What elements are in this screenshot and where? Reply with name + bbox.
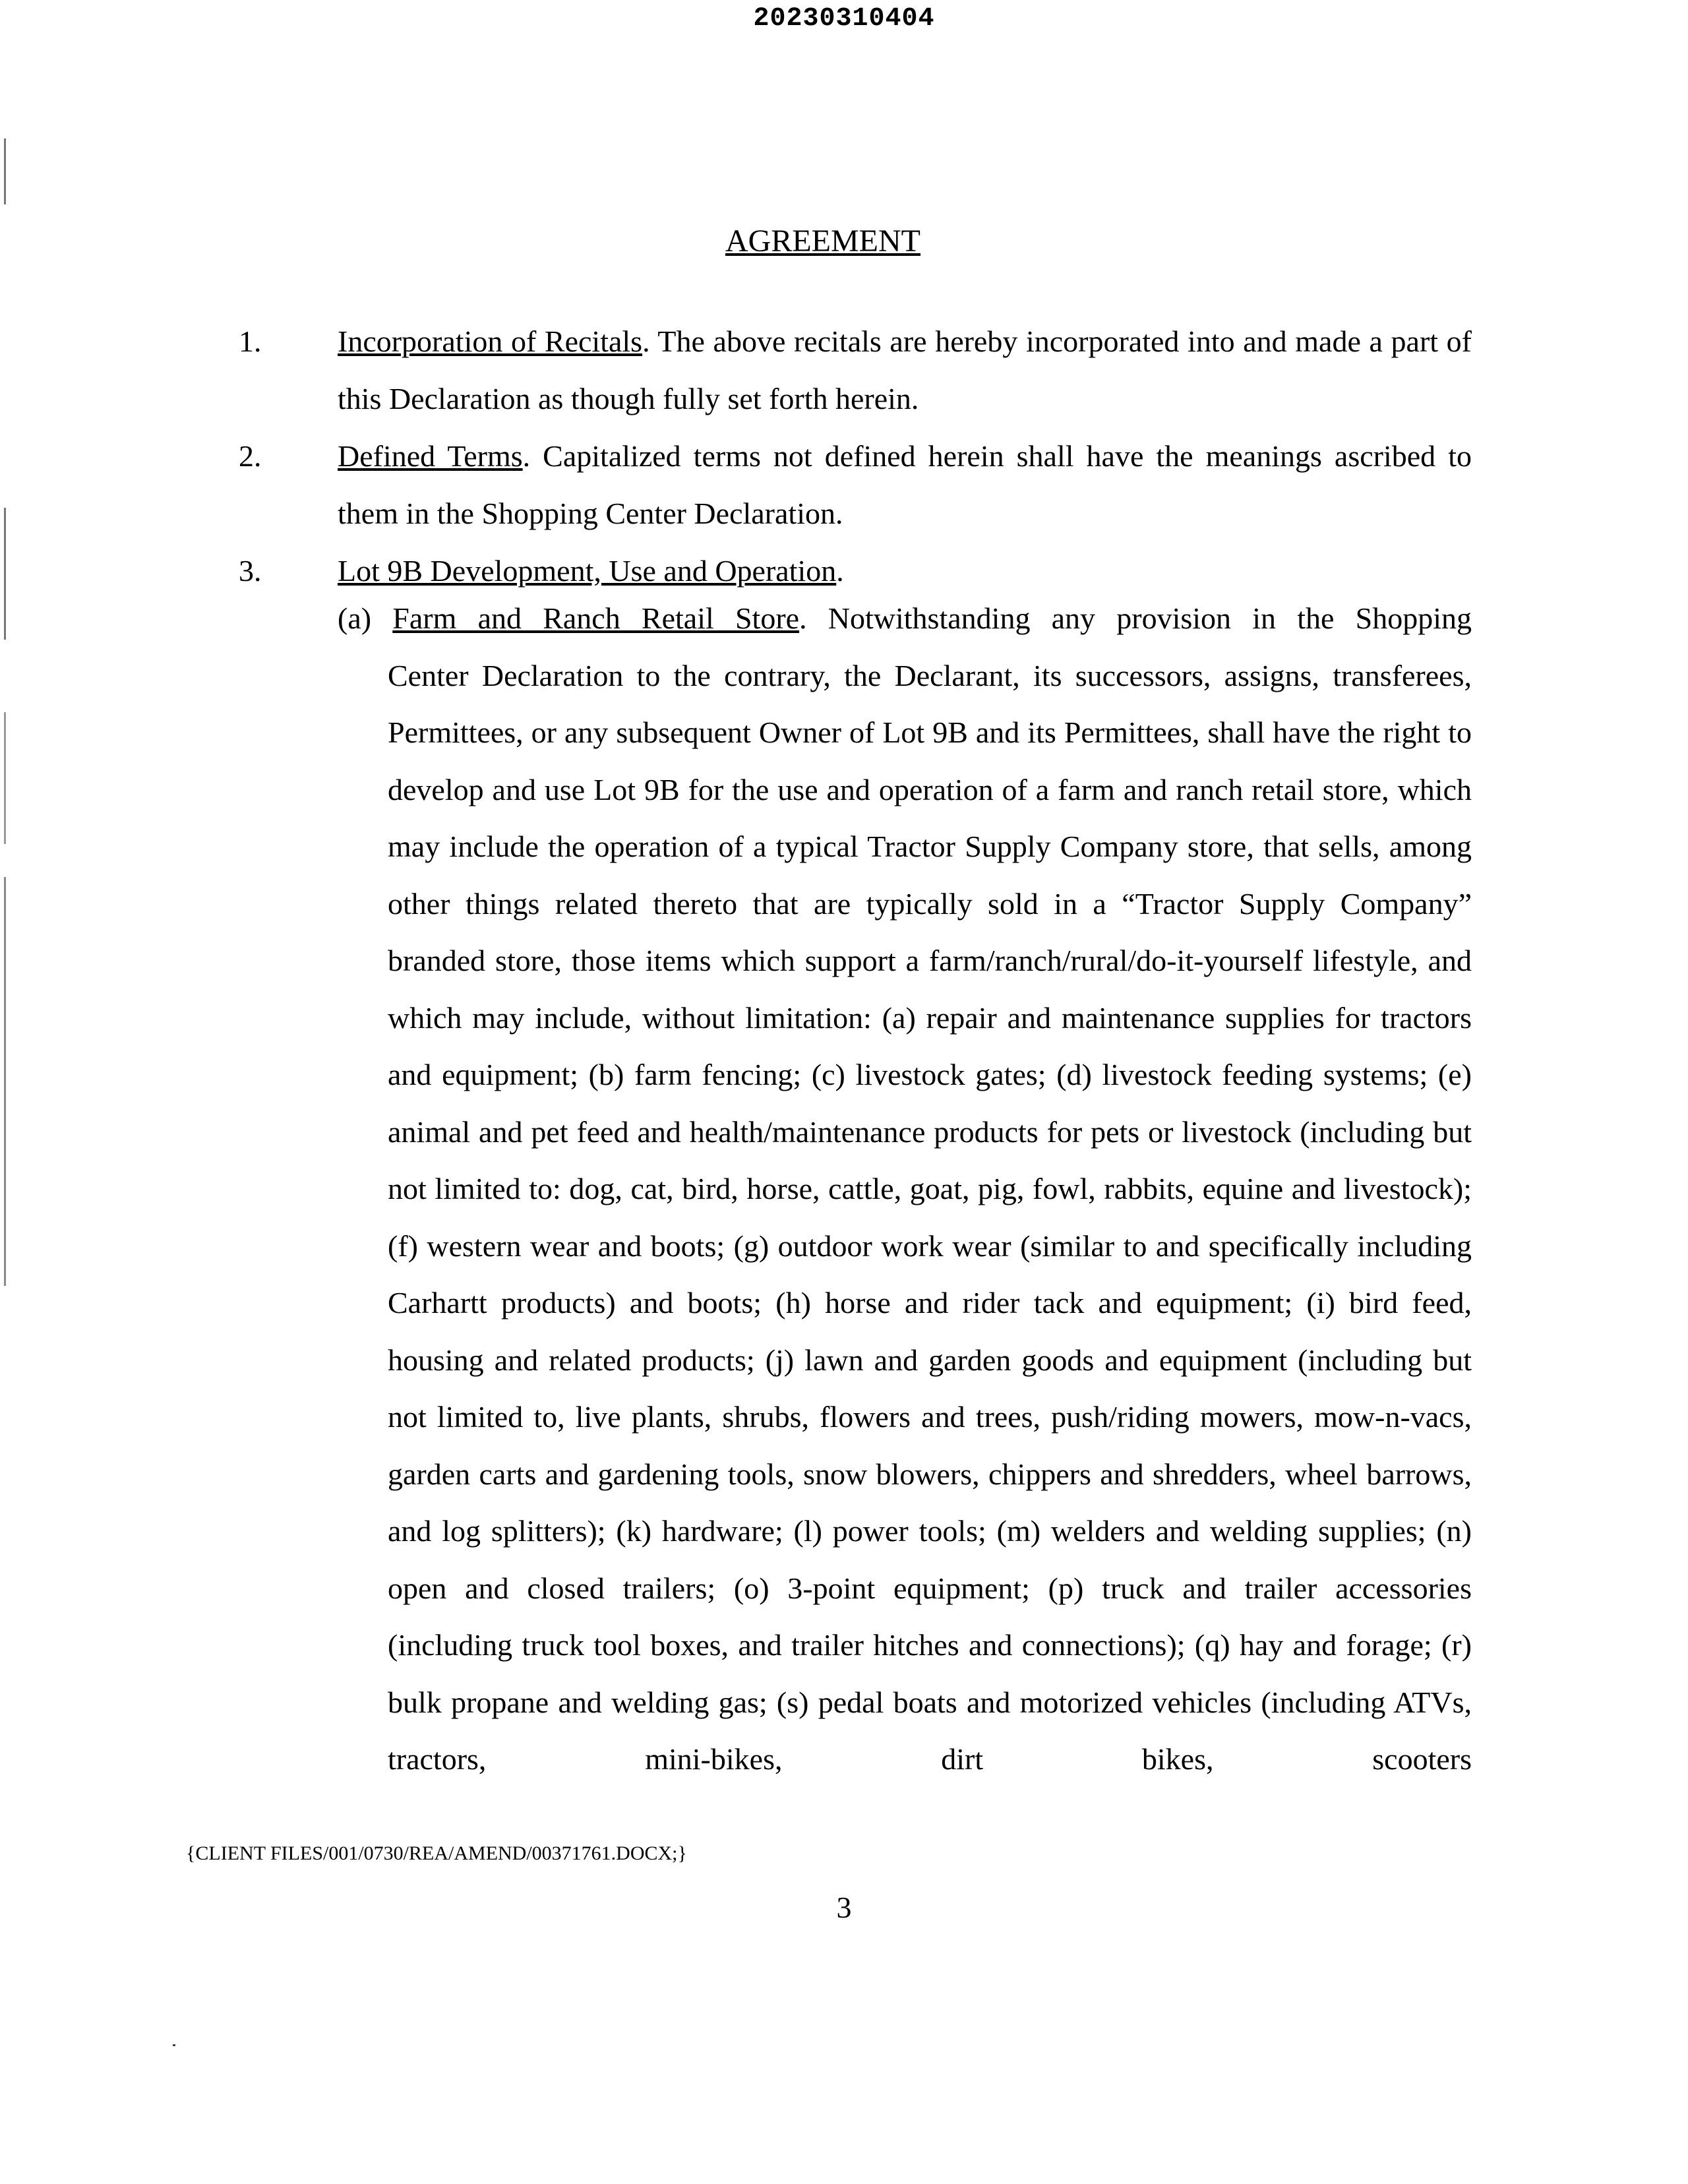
item-title: Defined Terms	[338, 439, 523, 473]
item-number: 2.	[239, 439, 262, 473]
subitem-label: (a)	[338, 601, 372, 635]
item-title: Lot 9B Development, Use and Operation	[338, 554, 837, 588]
item-title: Incorporation of Recitals	[338, 324, 643, 358]
page-number: 3	[836, 1891, 852, 1924]
item-number: 3.	[239, 554, 262, 588]
item-body	[338, 313, 1472, 427]
item-body	[338, 427, 1472, 542]
item-text: .	[836, 554, 844, 588]
scan-artifact	[4, 712, 6, 844]
file-path-footer: {CLIENT FILES/001/0730/REA/AMEND/00371761.DOCX;}	[186, 1842, 687, 1864]
subitem-title: Farm and Ranch Retail Store	[392, 601, 800, 635]
scan-artifact	[173, 2044, 175, 2046]
item-text: . Capitalized terms not defined herein shall have the meanings ascribed to them in the Shopping Center Declaration.	[338, 439, 1472, 530]
item-number: 1.	[239, 324, 262, 358]
section-heading: AGREEMENT	[725, 224, 920, 258]
subitem-a	[338, 590, 1472, 1788]
scan-artifact	[4, 138, 6, 204]
numbered-item-1	[239, 313, 1472, 427]
subitem-body-text: Center Declaration to the contrary, the Declarant, its successors, assigns, transferees, Permittees, or any subsequent Owner of Lot 9B and its Permittees, shall have the right to develop and use Lot 9B for the use and operation of a farm and ranch retail store, which may include the operation of a typical Tractor Supply Company store, that sells, among other things related thereto that are typically sold in a “Tractor Supply Company” branded store, those items which support a farm/ranch/rural/do-it-yourself lifestyle, and which may include, without limitation: (a) repair and maintenance supplies for tractors and equipment; (b) farm fencing; (c) livestock gates; (d) livestock feeding systems; (e) animal and pet feed and health/maintenance products for pets or livestock (including but not limited to: dog, cat, bird, horse, cattle, goat, pig, fowl, rabbits, equine and livestock); (f) western wear and boots; (g) outdoor work wear (similar to and specifically including Carhartt products) and boots; (h) horse and rider tack and equipment; (i) bird feed, housing and related products; (j) lawn and garden goods and equipment (including but not limited to, live plants, shrubs, flowers and trees, push/riding mowers, mow-n-vacs, garden carts and gardening tools, snow blowers, chippers and shredders, wheel barrows, and log splitters); (k) hardware; (l) power tools; (m) welders and welding supplies; (n) open and closed trailers; (o) 3-point equipment; (p) truck and trailer accessories (including truck tool boxes, and trailer hitches and connections); (q) hay and forage; (r) bulk propane and welding gas; (s) pedal boats and motorized vehicles (including ATVs, tractors, mini-bikes, dirt bikes, scooters	[388, 658, 1472, 1776]
scan-artifact	[4, 877, 6, 1286]
subitem-first-line-text: . Notwithstanding any provision in the Shopping	[799, 601, 1472, 635]
recording-number: 20230310404	[753, 4, 935, 34]
item-text: . The above recitals are hereby incorporated into and made a part of this Declaration as though fully set forth herein.	[338, 324, 1472, 415]
subitem-first-line	[338, 590, 1472, 648]
numbered-item-2	[239, 427, 1472, 542]
scan-artifact	[4, 508, 6, 640]
